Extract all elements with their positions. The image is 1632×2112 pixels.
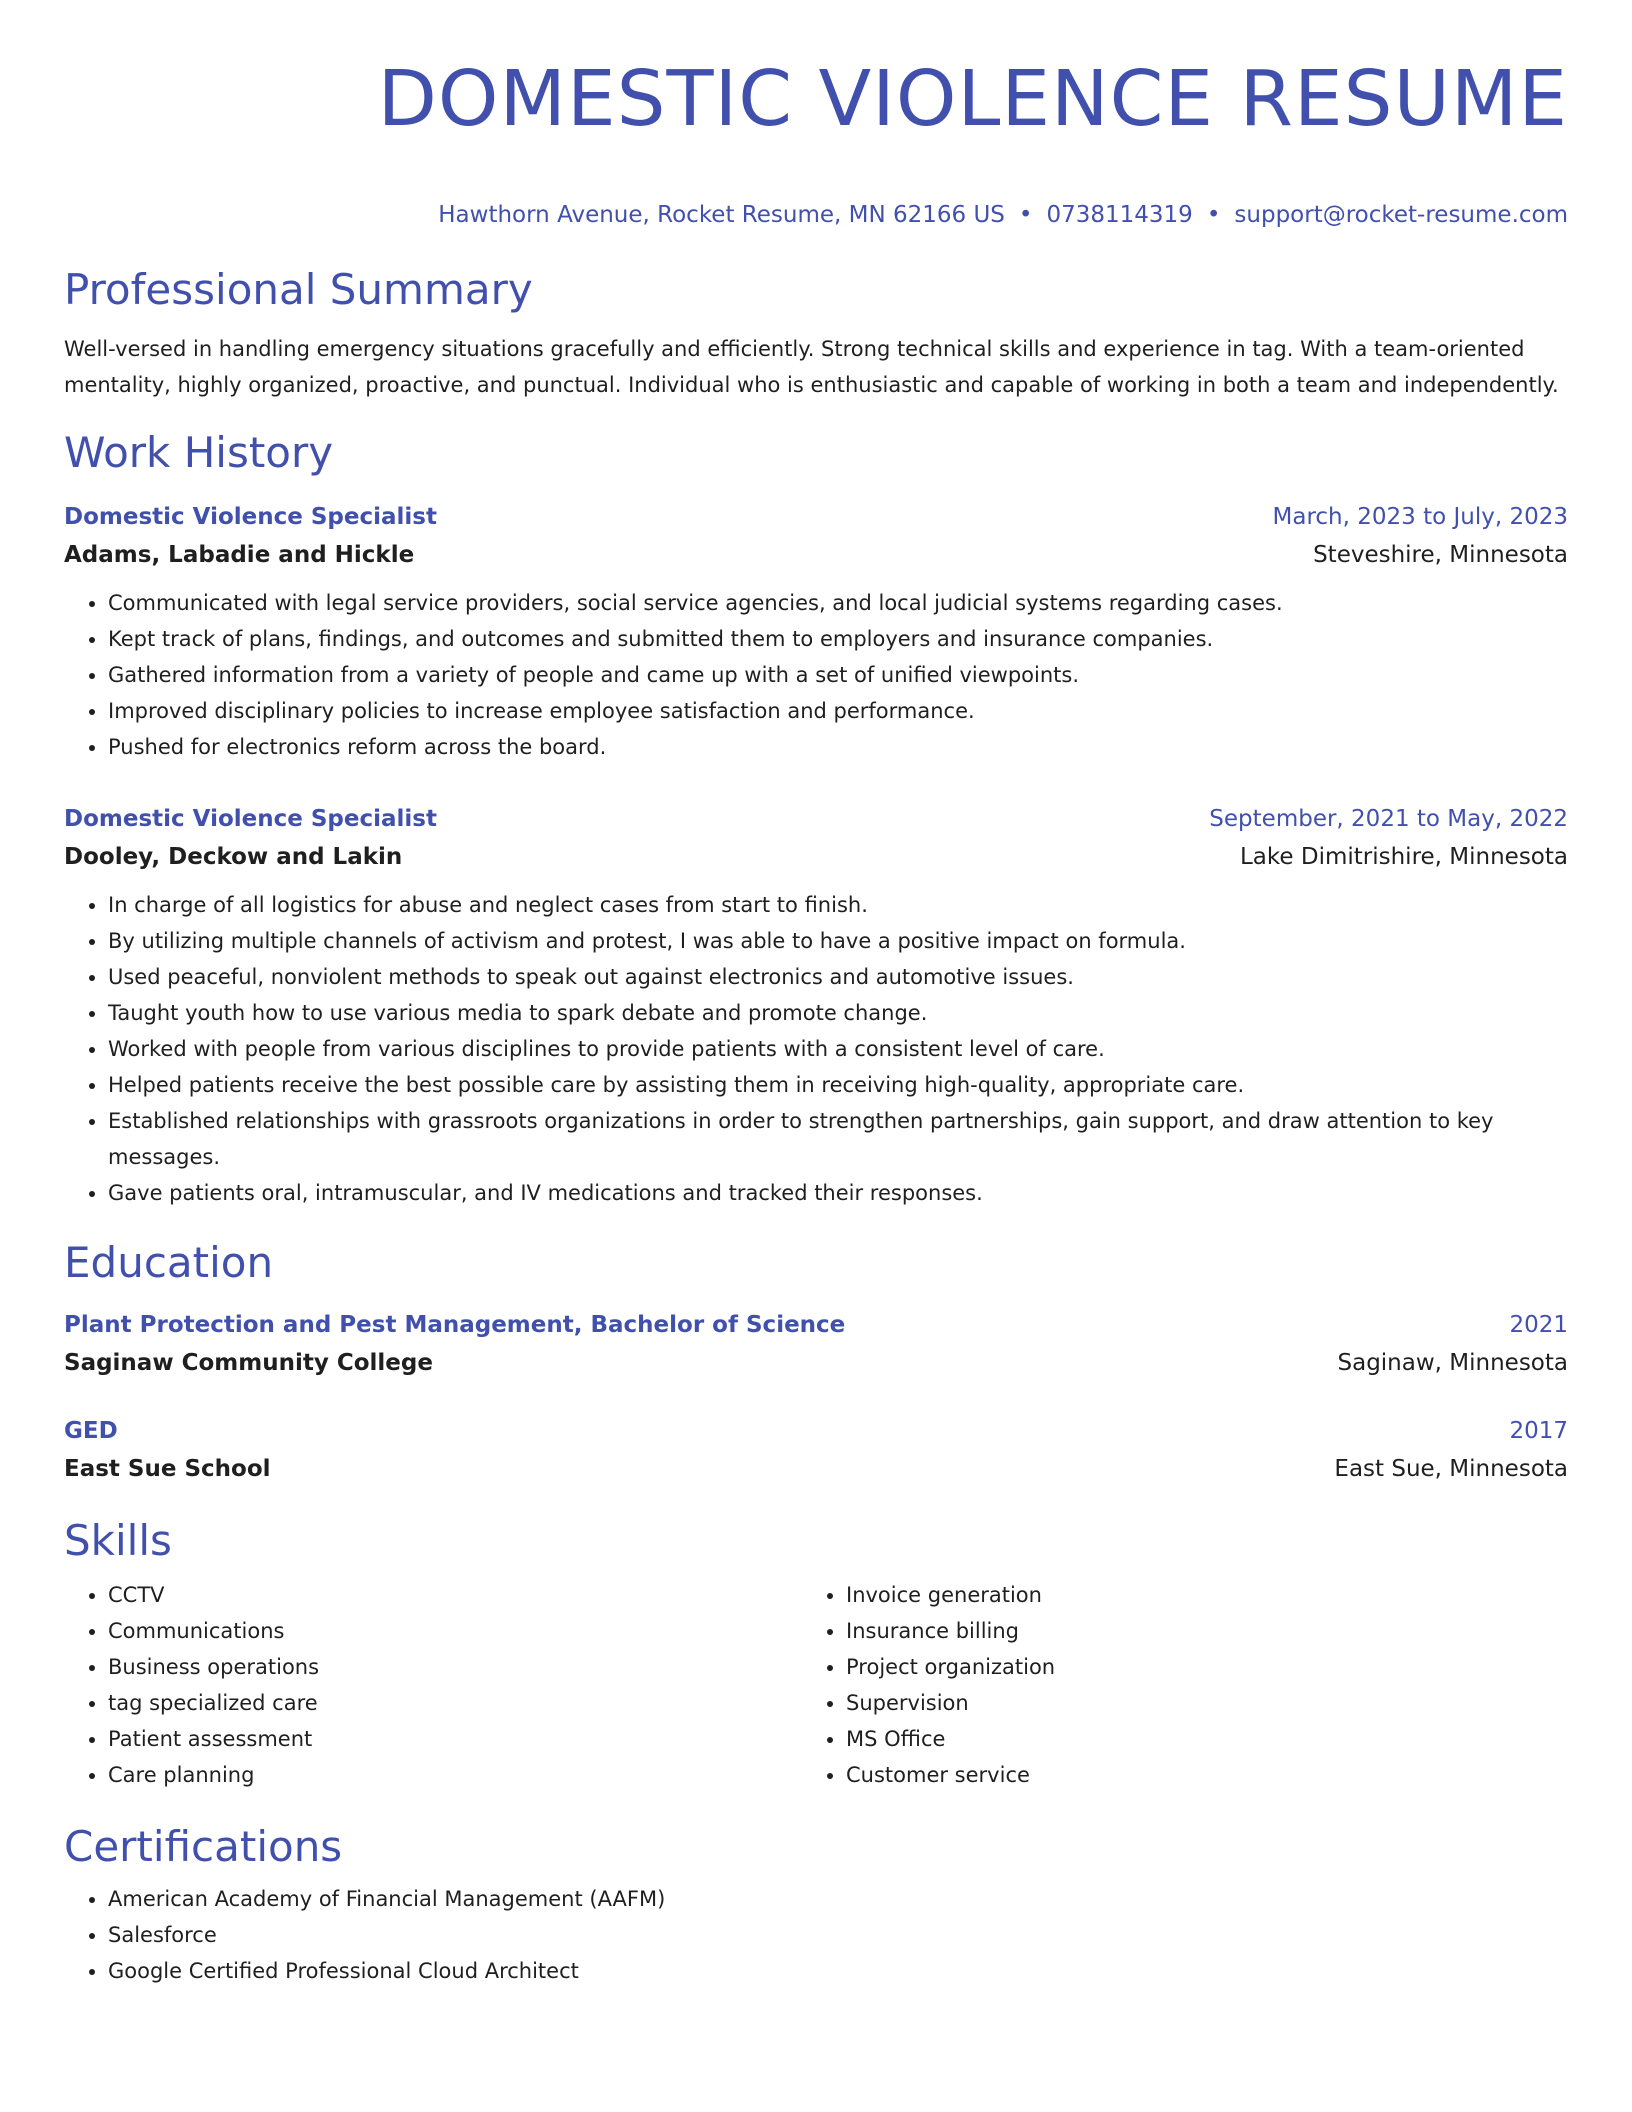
education-school-row — [64, 1449, 1568, 1489]
resume-name: DOMESTIC VIOLENCE RESUME — [377, 55, 1568, 144]
summary-text: Well-versed in handling emergency situations gracefully and efficiently. Strong technical skills and experience in tag. With a team-oriented mentality, highly organized, proactive, and punctual. Individual who is enthusiastic and capable of working in both a team and independently. — [64, 337, 1559, 397]
certifications-list — [64, 1881, 1568, 1989]
section-title-education: Education — [64, 1238, 274, 1287]
section-title-work: Work History — [64, 428, 334, 477]
skill-item: • Supervision — [846, 1685, 1540, 1721]
certifications-section — [64, 1819, 1568, 1989]
job-bullet: • Used peaceful, nonviolent methods to speak out against electronics and automotive issues. — [108, 959, 1568, 995]
resume-header — [64, 50, 1568, 232]
skills-section — [64, 1513, 1568, 1793]
contact-separator: • — [1206, 202, 1221, 228]
skill-item: • Care planning — [108, 1757, 802, 1793]
work-history-section — [64, 425, 1568, 1211]
job-dates: September, 2021 to May, 2022 — [1209, 806, 1568, 832]
job-bullet: • Pushed for electronics reform across the board. — [108, 729, 1568, 765]
section-title-skills: Skills — [64, 1516, 172, 1565]
education-section — [64, 1235, 1568, 1489]
skills-column-right — [802, 1577, 1540, 1793]
skill-item: • CCTV — [108, 1577, 802, 1613]
professional-summary-section — [64, 262, 1568, 403]
skills-column-left — [64, 1577, 802, 1793]
contact-email: support@rocket-resume.com — [1234, 202, 1568, 228]
job-location: Lake Dimitrishire, Minnesota — [1239, 844, 1568, 870]
skill-item: • tag specialized care — [108, 1685, 802, 1721]
job-bullet: • Improved disciplinary policies to increase employee satisfaction and performance. — [108, 693, 1568, 729]
job-company: Dooley, Deckow and Lakin — [64, 844, 403, 870]
education-entry — [64, 1307, 1568, 1383]
job-bullets — [64, 887, 1568, 1211]
education-year: 2017 — [1509, 1418, 1568, 1444]
skill-item: • Communications — [108, 1613, 802, 1649]
skill-item: • Insurance billing — [846, 1613, 1540, 1649]
section-title-certifications: Certifications — [64, 1822, 343, 1871]
skills-list-right — [802, 1577, 1540, 1793]
job-bullet: • Gathered information from a variety of people and came up with a set of unified viewpoints. — [108, 657, 1568, 693]
job-header-row — [64, 801, 1568, 837]
contact-phone: 0738114319 — [1046, 202, 1193, 228]
education-header-row — [64, 1413, 1568, 1449]
education-location: East Sue, Minnesota — [1334, 1456, 1568, 1482]
section-title-summary: Professional Summary — [64, 265, 533, 314]
job-company-row — [64, 535, 1568, 575]
skill-item: • MS Office — [846, 1721, 1540, 1757]
job-header-row — [64, 499, 1568, 535]
certification-item: • American Academy of Financial Management (AAFM) — [108, 1881, 1568, 1917]
skill-item: • Invoice generation — [846, 1577, 1540, 1613]
contact-separator: • — [1018, 202, 1033, 228]
job-bullet: • Taught youth how to use various media to spark debate and promote change. — [108, 995, 1568, 1031]
job-bullet: • Helped patients receive the best possible care by assisting them in receiving high-quality, appropriate care. — [108, 1067, 1568, 1103]
contact-line — [64, 198, 1568, 232]
job-position: Domestic Violence Specialist — [64, 806, 437, 832]
certification-item: • Google Certified Professional Cloud Architect — [108, 1953, 1568, 1989]
job-dates: March, 2023 to July, 2023 — [1272, 504, 1568, 530]
job-position: Domestic Violence Specialist — [64, 504, 437, 530]
job-entry — [64, 801, 1568, 1211]
education-school: East Sue School — [64, 1456, 271, 1482]
job-bullet: • By utilizing multiple channels of activism and protest, I was able to have a positive impact on formula. — [108, 923, 1568, 959]
job-bullet: • Established relationships with grassroots organizations in order to strengthen partnerships, gain support, and draw attention to key messages. — [108, 1103, 1568, 1175]
job-bullet: • Gave patients oral, intramuscular, and IV medications and tracked their responses. — [108, 1175, 1568, 1211]
skill-item: • Customer service — [846, 1757, 1540, 1793]
education-degree: Plant Protection and Pest Management, Bachelor of Science — [64, 1312, 846, 1338]
job-bullet: • In charge of all logistics for abuse and neglect cases from start to finish. — [108, 887, 1568, 923]
certification-item: • Salesforce — [108, 1917, 1568, 1953]
education-year: 2021 — [1509, 1312, 1568, 1338]
job-bullets — [64, 585, 1568, 765]
job-bullet: • Communicated with legal service providers, social service agencies, and local judicial systems regarding cases. — [108, 585, 1568, 621]
skills-grid — [64, 1577, 1568, 1793]
job-company: Adams, Labadie and Hickle — [64, 542, 415, 568]
job-location: Steveshire, Minnesota — [1313, 542, 1568, 568]
education-header-row — [64, 1307, 1568, 1343]
skill-item: • Business operations — [108, 1649, 802, 1685]
job-entry — [64, 499, 1568, 765]
skill-item: • Patient assessment — [108, 1721, 802, 1757]
education-entry — [64, 1413, 1568, 1489]
job-bullet: • Worked with people from various disciplines to provide patients with a consistent level of care. — [108, 1031, 1568, 1067]
education-school: Saginaw Community College — [64, 1350, 433, 1376]
education-school-row — [64, 1343, 1568, 1383]
education-location: Saginaw, Minnesota — [1337, 1350, 1568, 1376]
education-degree: GED — [64, 1418, 118, 1444]
job-company-row — [64, 837, 1568, 877]
skills-list-left — [64, 1577, 802, 1793]
contact-address: Hawthorn Avenue, Rocket Resume, MN 62166 US — [438, 202, 1005, 228]
job-bullet: • Kept track of plans, findings, and outcomes and submitted them to employers and insurance companies. — [108, 621, 1568, 657]
skill-item: • Project organization — [846, 1649, 1540, 1685]
